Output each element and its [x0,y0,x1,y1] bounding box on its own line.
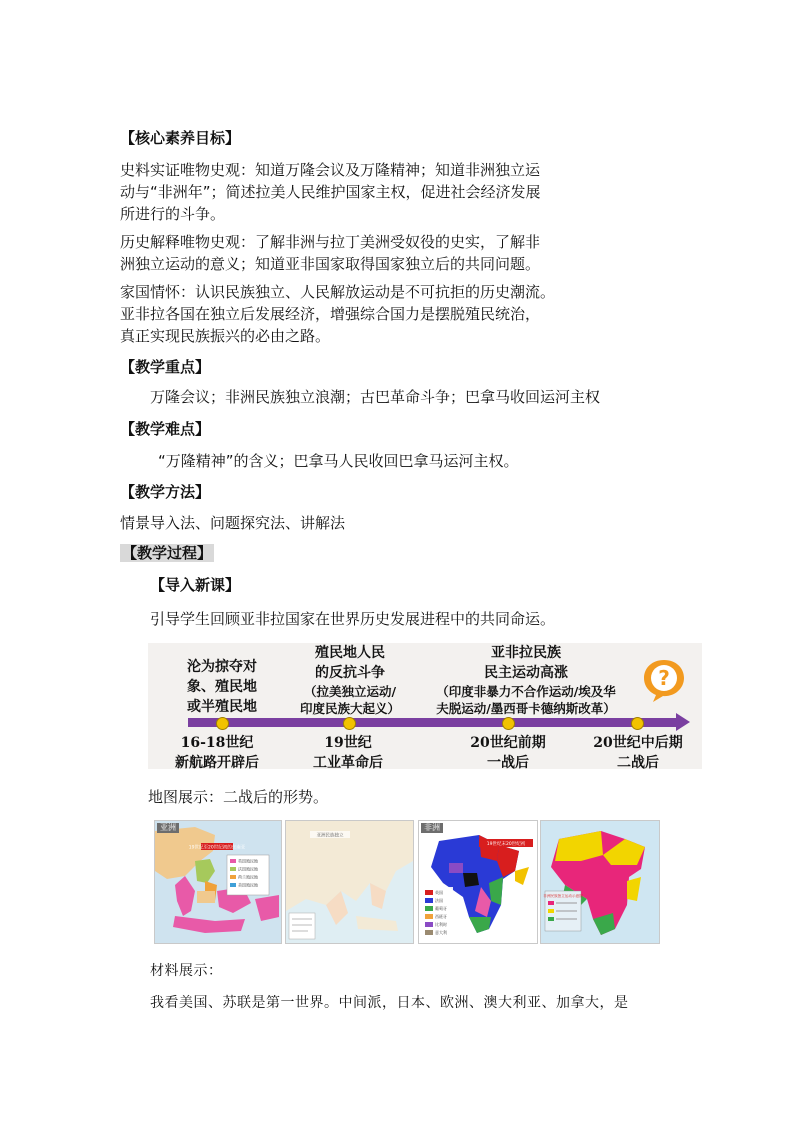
timeline-bottom-4: 20世纪中后期 二战后 [593,735,683,771]
method-text: 情景导入法、问题探究法、讲解法 [120,514,346,532]
svg-text:美国殖民地: 美国殖民地 [238,882,258,888]
timeline-arrow-head-icon [676,713,690,731]
svg-text:法国: 法国 [435,898,443,903]
timeline-dot-2 [343,717,356,730]
svg-text:19世纪至20世纪初的东南亚: 19世纪至20世纪初的东南亚 [188,845,246,851]
svg-text:荷兰殖民地: 荷兰殖民地 [238,874,258,880]
timeline-dot-4 [631,717,644,730]
goal2-line1: 历史解释唯物史观：了解非洲与拉丁美洲受奴役的史实，了解非 [120,233,541,251]
timeline-top-1: 沦为掠夺对 象、殖民地 或半殖民地 [187,659,257,715]
question-bubble-icon [641,657,687,703]
timeline-bottom-3: 20世纪前期 一战后 [470,735,546,771]
svg-text:意大利: 意大利 [435,930,447,935]
history-timeline [148,643,702,769]
map-asia-independence [285,820,414,944]
goal3-line1: 家国情怀：认识民族独立、人民解放运动是不可抗拒的历史潮流。 [120,283,556,301]
map-caption: 地图展示：二战后的形势。 [148,788,329,806]
timeline-bottom-1: 16-18世纪 新航路开辟后 [175,735,259,771]
goal2-line2: 洲独立运动的意义；知道亚非国家取得国家独立后的共同问题。 [120,255,541,273]
method-heading: 【教学方法】 [120,483,211,501]
timeline-bottom-2: 19世纪 工业革命后 [313,735,383,771]
map-tag-asia: 亚洲 [157,823,179,833]
map-tag-africa: 非洲 [421,823,443,833]
svg-text:葡萄牙: 葡萄牙 [435,906,447,911]
map-africa-colonies [418,820,538,944]
difficulty-text: “万隆精神”的含义；巴拿马人民收回巴拿马运河主权。 [158,452,519,470]
timeline-arrow-bar [188,718,678,727]
timeline-top-3: 亚非拉民族 民主运动高涨 （印度非暴力不合作运动/埃及华 夫脱运动/墨西哥卡德纳斯改革） [436,645,616,716]
svg-text:法国殖民地: 法国殖民地 [238,866,258,872]
question-mark: ? [658,666,670,690]
map-southeast-asia [154,820,282,944]
svg-text:英国殖民地: 英国殖民地 [238,858,258,864]
svg-text:亚洲民族独立: 亚洲民族独立 [316,833,344,839]
svg-text:英国: 英国 [435,890,443,895]
svg-text:比利时: 比利时 [435,922,447,927]
goal1-line2: 动与“非洲年”；简述拉美人民维护国家主权，促进社会经济发展 [120,183,541,201]
key-heading: 【教学重点】 [120,358,211,376]
key-text: 万隆会议；非洲民族独立浪潮；古巴革命斗争；巴拿马收回运河主权 [150,388,601,406]
intro-text: 引导学生回顾亚非拉国家在世界历史发展进程中的共同命运。 [150,610,556,628]
svg-text:19世纪末20世纪初: 19世纪末20世纪初 [486,842,526,847]
material-label: 材料展示： [150,963,223,979]
map-africa-independence [540,820,660,944]
timeline-dot-1 [216,717,229,730]
timeline-top-2: 殖民地人民 的反抗斗争 （拉美独立运动/ 印度民族大起义） [299,645,400,716]
material-text: 我看美国、苏联是第一世界。中间派，日本、欧洲、澳大利亚、加拿大，是 [150,995,629,1011]
intro-heading: 【导入新课】 [150,576,241,594]
svg-text:非洲民族独立运动示意图: 非洲民族独立运动示意图 [543,894,583,898]
goal3-line2: 亚非拉各国在独立后发展经济，增强综合国力是摆脱殖民统治， [120,305,541,323]
goal1-line1: 史料实证唯物史观：知道万隆会议及万隆精神；知道非洲独立运 [120,161,541,179]
goals-heading: 【核心素养目标】 [120,129,241,147]
timeline-dot-3 [502,717,515,730]
goal1-line3: 所进行的斗争。 [120,205,226,223]
svg-text:西班牙: 西班牙 [435,914,447,919]
process-heading: 【教学过程】 [122,544,213,562]
difficulty-heading: 【教学难点】 [120,420,211,438]
goal3-line3: 真正实现民族振兴的必由之路。 [120,327,331,345]
